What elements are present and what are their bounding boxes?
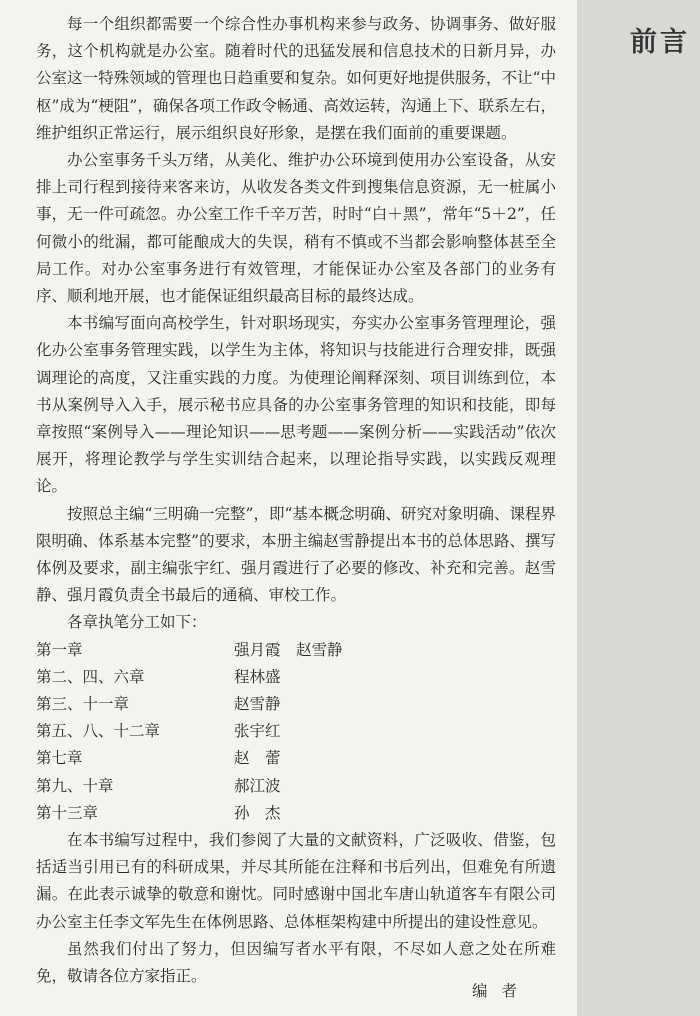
- chapter-label: 第九、十章: [36, 776, 114, 795]
- division-row: [36, 691, 556, 718]
- chapter-label: 第三、十一章: [36, 695, 130, 714]
- division-row: [36, 637, 556, 664]
- chapter-authors: 程林盛: [234, 667, 281, 686]
- paragraph: 本书编写面向高校学生，针对职场现实，夯实办公室事务管理理论，强化办公室事务管理实践，以学生为主体，将知识与技能进行合理安排，既强调理论的高度，又注重实践的力度。为使理论阐释深刻、项目训练到位，本书从案例导入入手，展示秘书应具备的办公室事务管理的知识和技能，即每章按照“案例导入——理论知识——思考题——案例分析——实践活动”依次展开，将理论教学与学生实训结合起来，以理论指导实践，以实践反观理论。: [36, 314, 556, 496]
- paragraph: 在本书编写过程中，我们参阅了大量的文献资料，广泛吸收、借鉴，包括适当引用已有的科研成果，并尽其所能在注释和书后列出，但难免有所遗漏。在此表示诚挚的敬意和谢忱。同时感谢中国北车唐山轨道客车有限公司办公室主任李文军先生在体例思路、总体框架构建中所提出的建设性意见。: [36, 830, 556, 931]
- paragraph: 按照总主编“三明确一完整”，即“基本概念明确、研究对象明确、课程界限明确、体系基本完整”的要求，本册主编赵雪静提出本书的总体思路、撰写体例及要求，副主编张宇红、强月霞进行了必要的修改、补充和完善。赵雪静、强月霞负责全书最后的通稿、审校工作。: [36, 504, 556, 605]
- division-row: [36, 664, 556, 691]
- paragraph: 办公室事务千头万绪，从美化、维护办公环境到使用办公室设备，从安排上司行程到接待来客来访，从收发各类文件到搜集信息资源，无一桩属小事，无一件可疏忽。办公室工作千辛万苦，时时“白＋黑”，常年“5＋2”，任何微小的纰漏，都可能酿成大的失误，稍有不慎或不当都会影响整体甚至全局工作。对办公室事务进行有效管理，才能保证办公室及各部门的业务有序、顺利地开展，也才能保证组织最高目标的最终达成。: [36, 151, 556, 306]
- chapter-label: 第七章: [36, 749, 83, 768]
- paragraph: 虽然我们付出了努力，但因编写者水平有限，不尽如人意之处在所难免，敬请各位方家指正。: [36, 939, 556, 985]
- division-row: [36, 800, 556, 827]
- chapter-label: 第十三章: [36, 803, 99, 822]
- chapter-authors: 张宇红: [234, 722, 281, 741]
- preface-body: [36, 11, 556, 990]
- chapter-authors: 强月霞 赵雪静: [234, 640, 343, 659]
- division-row: [36, 718, 556, 745]
- division-row: [36, 745, 556, 772]
- chapter-division-list: [36, 637, 556, 827]
- division-row: [36, 773, 556, 800]
- paragraph: 每一个组织都需要一个综合性办事机构来参与政务、协调事务、做好服务，这个机构就是办公室。随着时代的迅猛发展和信息技术的日新月异，办公室这一特殊领域的管理也日趋重要和复杂。如何更好地提供服务，不让“中枢”成为“梗阻”，确保各项工作政令畅通、高效运转，沟通上下、联系左右，维护组织正常运行，展示组织良好形象，是摆在我们面前的重要课题。: [36, 15, 556, 142]
- paragraph: 各章执笔分工如下：: [67, 613, 207, 632]
- chapter-label: 第五、八、十二章: [36, 722, 161, 741]
- section-title: 前言: [630, 27, 690, 58]
- chapter-authors: 赵 蕾: [234, 749, 281, 768]
- signature: 编者: [472, 982, 532, 1000]
- chapter-authors: 郝江波: [234, 776, 281, 795]
- chapter-label: 第一章: [36, 640, 83, 659]
- chapter-authors: 孙 杰: [234, 803, 281, 822]
- chapter-label: 第二、四、六章: [36, 667, 145, 686]
- chapter-authors: 赵雪静: [234, 695, 281, 714]
- side-strip: [577, 0, 700, 1016]
